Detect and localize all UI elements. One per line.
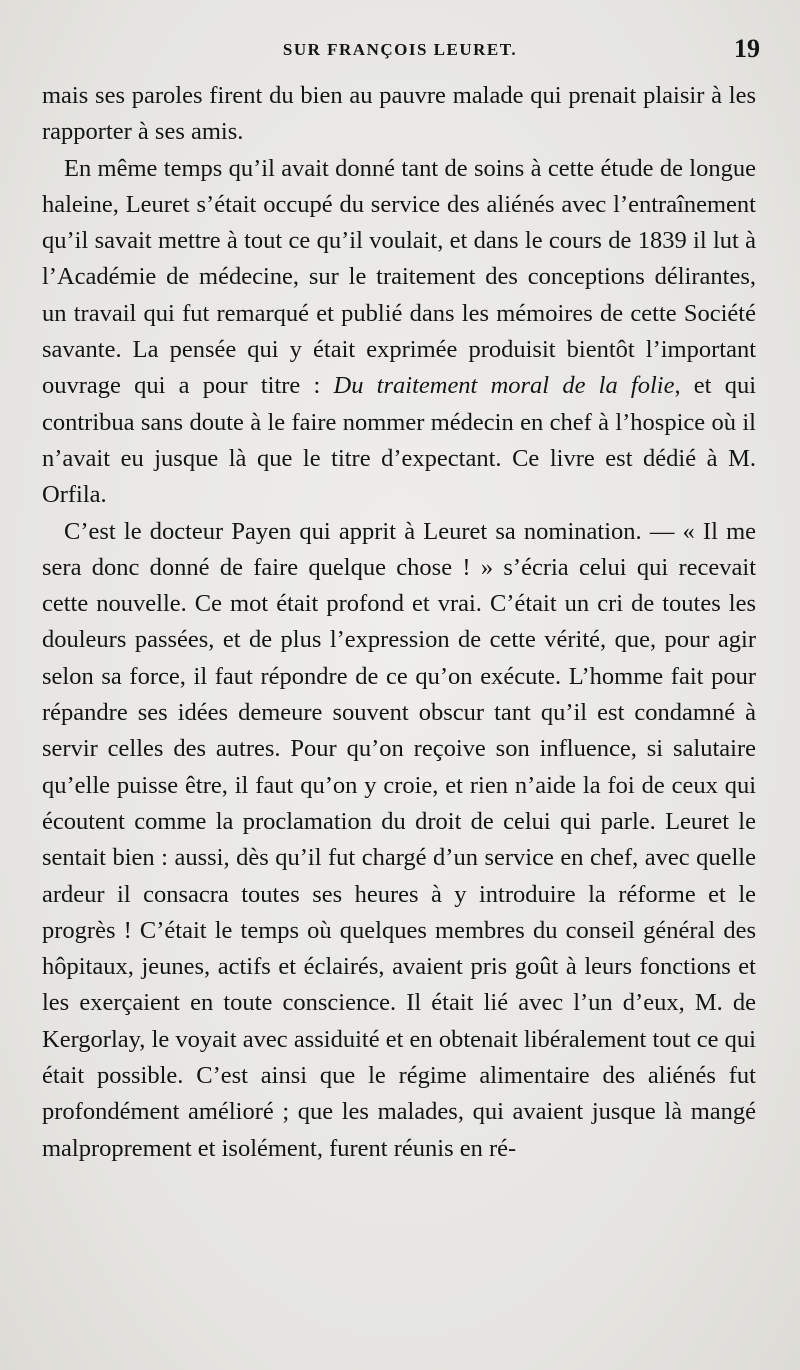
paragraph-2-part-1: En même temps qu’il avait donné tant de soins à cette étude de longue haleine, Leuret s’était occupé du service des aliénés avec l’entraînement qu’il savait mettre à tout ce qu’il voulait, et dans le cours de 1839 il lut à l’Académie de médecine, sur le traitement des conceptions délirantes, un travail qui fut remarqué et publié dans les mémoires de cette Société savante. La pensée qui y était exprimée produisit bientôt l’important ouvrage qui a pour titre : xyxy=(42,154,756,400)
paragraph-1: mais ses paroles firent du bien au pauvre malade qui prenait plaisir à les rapporter à ses amis. xyxy=(42,82,756,146)
page-number: 19 xyxy=(734,34,760,63)
body-text xyxy=(42,78,756,1167)
paragraph-2-part-2: , et qui contribua sans doute à le faire nommer médecin en chef à l’hospice où il n’avait eu jusque là que le titre d’expectant. Ce livre est dédié à M. Orfila. xyxy=(42,372,756,509)
paragraph-2 xyxy=(42,151,756,514)
running-title: SUR FRANÇOIS LEURET. xyxy=(282,40,518,59)
page-header xyxy=(40,30,760,70)
book-title-italic: Du traitement moral de la folie xyxy=(333,372,675,400)
paragraph-3: C’est le docteur Payen qui apprit à Leuret sa nomination. — « Il me sera donc donné de faire quelque chose ! » s’écria celui qui recevait cette nouvelle. Ce mot était profond et vrai. C’était un cri de toutes les douleurs passées, et de plus l’expression de cette vérité, que, pour agir selon sa force, il faut répondre de ce qu’on exécute. L’homme fait pour répandre ses idées demeure souvent obscur tant qu’il est condamné à servir celles des autres. Pour qu’on reçoive son influence, si salutaire qu’elle puisse être, il faut qu’on y croie, et rien n’aide la foi de ceux qui écoutent comme la proclamation du droit de celui qui parle. Leuret le sentait bien : aussi, dès qu’il fut chargé d’un service en chef, avec quelle ardeur il consacra toutes ses heures à y introduire la réforme et le progrès ! C’était le temps où quelques membres du conseil général des hôpitaux, jeunes, actifs et éclairés, avaient pris goût à leurs fonctions et les exerçaient en toute conscience. Il était lié avec l’un d’eux, M. de Kergorlay, le voyait avec assiduité et en obtenait libéralement tout ce qui était possible. C’est ainsi que le régime alimentaire des aliénés fut profondément amélioré ; que les malades, qui avaient jusque là mangé malproprement et isolément, furent réunis en ré- xyxy=(42,517,756,1162)
